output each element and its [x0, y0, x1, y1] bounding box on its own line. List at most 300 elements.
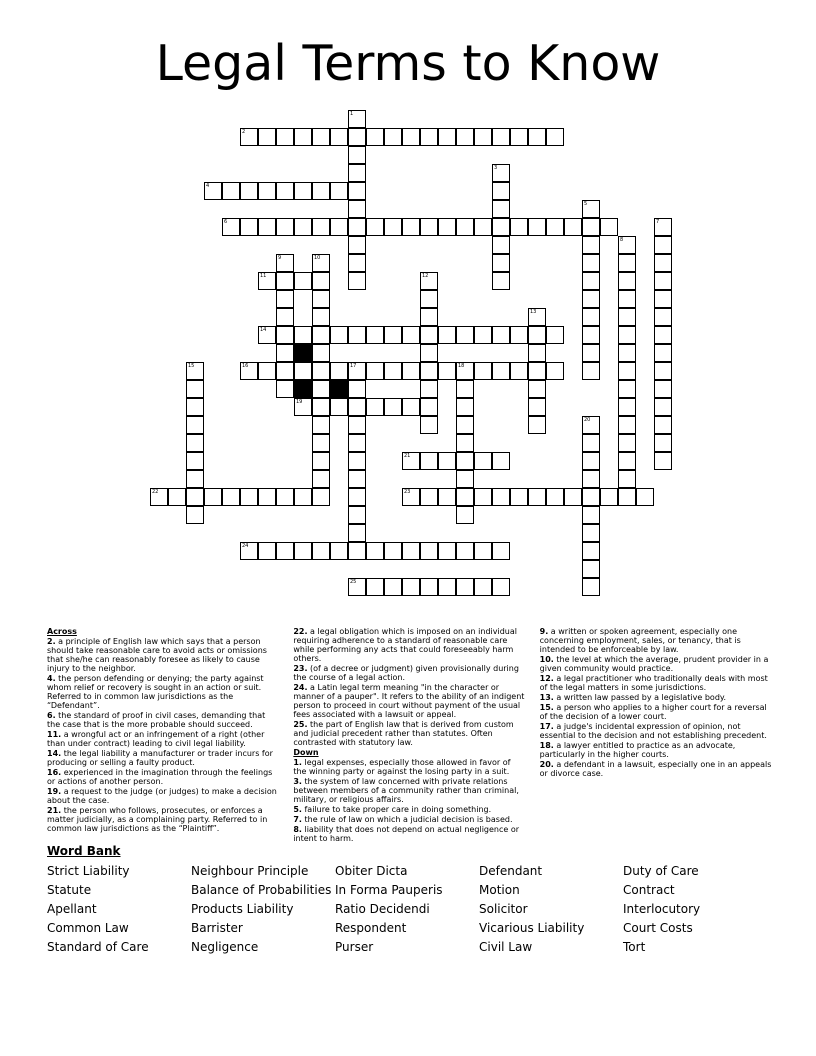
grid-cell[interactable]	[402, 326, 420, 344]
clue-number: 14	[260, 327, 267, 333]
grid-cell[interactable]	[330, 362, 348, 380]
grid-cell[interactable]	[474, 542, 492, 560]
grid-cell[interactable]	[258, 326, 276, 344]
grid-cell[interactable]	[492, 218, 510, 236]
grid-cell[interactable]	[402, 452, 420, 470]
grid-cell[interactable]	[240, 128, 258, 146]
grid-cell[interactable]	[348, 470, 366, 488]
page-title: Legal Terms to Know	[155, 35, 661, 92]
grid-cell[interactable]	[276, 488, 294, 506]
grid-cell[interactable]	[618, 488, 636, 506]
grid-cell[interactable]	[474, 488, 492, 506]
grid-cell[interactable]	[654, 218, 672, 236]
grid-cell[interactable]	[438, 326, 456, 344]
grid-cell[interactable]	[528, 308, 546, 326]
grid-cell[interactable]	[420, 416, 438, 434]
grid-cell[interactable]	[348, 488, 366, 506]
grid-cell[interactable]	[528, 416, 546, 434]
down-clue	[293, 825, 525, 843]
grid-cell[interactable]	[492, 362, 510, 380]
clue-text: a principle of English law which says that a person should take reasonable care to avoid acts or omissions that she/he can reasonably foresee as likely to cause injury to the neighbor.	[47, 637, 267, 673]
word-bank-item: Duty of Care	[623, 864, 699, 878]
grid-cell[interactable]	[456, 128, 474, 146]
grid-cell[interactable]	[330, 542, 348, 560]
grid-cell[interactable]	[402, 542, 420, 560]
grid-cell[interactable]	[186, 398, 204, 416]
grid-cell[interactable]	[456, 362, 474, 380]
grid-cell[interactable]	[546, 362, 564, 380]
grid-cell[interactable]	[420, 578, 438, 596]
grid-cell[interactable]	[204, 182, 222, 200]
clue-text: the person who follows, prosecutes, or enforces a matter judicially, as a complaining party. Referred to in common law jurisdictions as the “Plaintiff”.	[47, 806, 268, 833]
grid-cell[interactable]	[186, 434, 204, 452]
grid-cell[interactable]	[312, 308, 330, 326]
clue-number: 10	[314, 255, 321, 261]
grid-cell[interactable]	[582, 416, 600, 434]
grid-cell[interactable]	[384, 218, 402, 236]
grid-cell[interactable]	[330, 128, 348, 146]
grid-cell[interactable]	[492, 272, 510, 290]
grid-cell[interactable]	[510, 218, 528, 236]
grid-cell[interactable]	[366, 398, 384, 416]
grid-cell[interactable]	[492, 578, 510, 596]
grid-cell[interactable]	[150, 488, 168, 506]
grid-cell[interactable]	[222, 182, 240, 200]
grid-cell[interactable]	[474, 128, 492, 146]
grid-cell[interactable]	[348, 164, 366, 182]
grid-cell[interactable]	[294, 398, 312, 416]
grid-cell[interactable]	[240, 488, 258, 506]
grid-cell[interactable]	[438, 488, 456, 506]
grid-cell[interactable]	[294, 488, 312, 506]
grid-cell[interactable]	[294, 326, 312, 344]
grid-cell[interactable]	[420, 326, 438, 344]
clues-section	[47, 627, 772, 843]
grid-cell[interactable]	[636, 488, 654, 506]
clue-number: 9	[278, 255, 282, 261]
grid-cell[interactable]	[618, 290, 636, 308]
grid-cell[interactable]	[420, 362, 438, 380]
grid-cell[interactable]	[654, 398, 672, 416]
grid-cell[interactable]	[312, 272, 330, 290]
clue-heading: Down	[293, 748, 319, 757]
grid-cell[interactable]	[294, 128, 312, 146]
grid-cell[interactable]	[546, 326, 564, 344]
clue-text: a defendant in a lawsuit, especially one in an appeals or divorce case.	[539, 760, 772, 778]
grid-cell[interactable]	[294, 272, 312, 290]
grid-cell[interactable]	[510, 326, 528, 344]
grid-cell[interactable]	[564, 488, 582, 506]
clue-num: 24.	[293, 683, 308, 692]
clue-number: 11	[260, 273, 267, 279]
grid-cell[interactable]	[312, 218, 330, 236]
grid-cell[interactable]	[438, 218, 456, 236]
grid-cell[interactable]	[258, 128, 276, 146]
grid-cell[interactable]	[582, 506, 600, 524]
grid-cell[interactable]	[312, 254, 330, 272]
grid-cell[interactable]	[582, 488, 600, 506]
grid-cell[interactable]	[654, 290, 672, 308]
grid-cell[interactable]	[528, 380, 546, 398]
grid-cell[interactable]	[348, 452, 366, 470]
grid-cell[interactable]	[528, 128, 546, 146]
grid-cell[interactable]	[258, 362, 276, 380]
grid-cell[interactable]	[618, 380, 636, 398]
grid-cell[interactable]	[510, 488, 528, 506]
grid-cell[interactable]	[456, 578, 474, 596]
grid-cell[interactable]	[600, 218, 618, 236]
grid-cell[interactable]	[186, 506, 204, 524]
grid-cell[interactable]	[654, 416, 672, 434]
clue-text: legal expenses, especially those allowed in favor of the winning party or against the losing party in a suit.	[293, 758, 511, 776]
grid-cell[interactable]	[276, 362, 294, 380]
grid-cell[interactable]	[294, 362, 312, 380]
grid-cell[interactable]	[420, 344, 438, 362]
grid-cell[interactable]	[348, 128, 366, 146]
grid-cell[interactable]	[348, 146, 366, 164]
grid-cell[interactable]	[348, 200, 366, 218]
grid-cell[interactable]	[168, 488, 186, 506]
grid-cell[interactable]	[582, 236, 600, 254]
grid-cell[interactable]	[402, 218, 420, 236]
clue-num: 5.	[293, 805, 302, 814]
grid-cell[interactable]	[348, 218, 366, 236]
grid-cell[interactable]	[528, 488, 546, 506]
grid-cell[interactable]	[546, 128, 564, 146]
grid-cell[interactable]	[492, 488, 510, 506]
word-bank-item: Contract	[623, 883, 675, 897]
grid-cell[interactable]	[474, 452, 492, 470]
grid-cell[interactable]	[618, 308, 636, 326]
clues-column-2	[293, 627, 525, 843]
grid-cell[interactable]	[330, 218, 348, 236]
grid-cell[interactable]	[402, 398, 420, 416]
grid-cell[interactable]	[492, 182, 510, 200]
grid-cell[interactable]	[618, 470, 636, 488]
across-clue	[47, 674, 279, 710]
grid-cell[interactable]	[654, 272, 672, 290]
grid-cell[interactable]	[582, 560, 600, 578]
grid-cell[interactable]	[312, 290, 330, 308]
grid-cell[interactable]	[258, 542, 276, 560]
grid-cell[interactable]	[438, 578, 456, 596]
grid-cell[interactable]	[654, 236, 672, 254]
grid-cell[interactable]	[528, 398, 546, 416]
grid-cell[interactable]	[654, 452, 672, 470]
grid-cell[interactable]	[456, 380, 474, 398]
grid-cell[interactable]	[384, 578, 402, 596]
grid-cell[interactable]	[276, 326, 294, 344]
grid-cell[interactable]	[618, 416, 636, 434]
grid-cell[interactable]	[456, 470, 474, 488]
grid-cell[interactable]	[348, 380, 366, 398]
grid-cell[interactable]	[366, 542, 384, 560]
clue-text: a person who applies to a higher court for a reversal of the decision of a lower court.	[539, 703, 767, 721]
grid-cell[interactable]	[654, 380, 672, 398]
grid-cell[interactable]	[186, 470, 204, 488]
grid-cell[interactable]	[420, 308, 438, 326]
grid-cell[interactable]	[582, 470, 600, 488]
black-square	[294, 380, 312, 398]
grid-cell[interactable]	[438, 128, 456, 146]
down-clue	[293, 805, 525, 814]
grid-cell[interactable]	[258, 182, 276, 200]
grid-cell[interactable]	[384, 362, 402, 380]
grid-cell[interactable]	[312, 326, 330, 344]
grid-cell[interactable]	[312, 344, 330, 362]
clue-number: 4	[206, 183, 210, 189]
grid-cell[interactable]	[384, 326, 402, 344]
grid-cell[interactable]	[240, 542, 258, 560]
grid-cell[interactable]	[348, 416, 366, 434]
grid-cell[interactable]	[186, 380, 204, 398]
grid-cell[interactable]	[384, 128, 402, 146]
grid-cell[interactable]	[654, 308, 672, 326]
grid-cell[interactable]	[420, 290, 438, 308]
grid-cell[interactable]	[654, 326, 672, 344]
clue-text: a request to the judge (or judges) to make a decision about the case.	[47, 787, 277, 805]
down-clue	[293, 777, 525, 804]
clue-text: liability that does not depend on actual negligence or intent to harm.	[293, 825, 520, 843]
down-clue	[540, 655, 772, 673]
grid-cell[interactable]	[510, 362, 528, 380]
grid-cell[interactable]	[312, 434, 330, 452]
across-clue	[293, 683, 525, 719]
down-clue	[293, 815, 525, 824]
grid-cell[interactable]	[492, 164, 510, 182]
grid-cell[interactable]	[384, 542, 402, 560]
grid-cell[interactable]	[492, 452, 510, 470]
grid-cell[interactable]	[348, 182, 366, 200]
grid-cell[interactable]	[456, 326, 474, 344]
grid-cell[interactable]	[654, 254, 672, 272]
grid-cell[interactable]	[582, 218, 600, 236]
down-clue	[540, 674, 772, 692]
across-clue	[47, 711, 279, 729]
grid-cell[interactable]	[420, 398, 438, 416]
grid-cell[interactable]	[528, 326, 546, 344]
grid-cell[interactable]	[222, 488, 240, 506]
grid-cell[interactable]	[240, 182, 258, 200]
grid-cell[interactable]	[258, 272, 276, 290]
grid-cell[interactable]	[654, 434, 672, 452]
grid-cell[interactable]	[276, 380, 294, 398]
grid-cell[interactable]	[276, 542, 294, 560]
grid-cell[interactable]	[240, 218, 258, 236]
grid-cell[interactable]	[474, 218, 492, 236]
grid-cell[interactable]	[492, 542, 510, 560]
grid-cell[interactable]	[276, 254, 294, 272]
grid-cell[interactable]	[258, 488, 276, 506]
grid-cell[interactable]	[222, 218, 240, 236]
grid-cell[interactable]	[618, 344, 636, 362]
grid-cell[interactable]	[474, 578, 492, 596]
grid-cell[interactable]	[456, 542, 474, 560]
grid-cell[interactable]	[348, 578, 366, 596]
grid-cell[interactable]	[510, 128, 528, 146]
grid-cell[interactable]	[528, 218, 546, 236]
grid-cell[interactable]	[294, 218, 312, 236]
grid-cell[interactable]	[618, 452, 636, 470]
grid-cell[interactable]	[438, 452, 456, 470]
grid-cell[interactable]	[456, 506, 474, 524]
clue-number: 2	[242, 129, 246, 135]
grid-cell[interactable]	[582, 272, 600, 290]
grid-cell[interactable]	[438, 362, 456, 380]
grid-cell[interactable]	[420, 542, 438, 560]
word-bank-item: Interlocutory	[623, 902, 701, 916]
clue-number: 20	[584, 417, 591, 423]
grid-cell[interactable]	[348, 272, 366, 290]
grid-cell[interactable]	[582, 542, 600, 560]
grid-cell[interactable]	[348, 110, 366, 128]
grid-cell[interactable]	[312, 452, 330, 470]
grid-cell[interactable]	[618, 362, 636, 380]
grid-cell[interactable]	[402, 128, 420, 146]
grid-cell[interactable]	[312, 128, 330, 146]
grid-cell[interactable]	[582, 344, 600, 362]
grid-cell[interactable]	[366, 218, 384, 236]
grid-cell[interactable]	[582, 290, 600, 308]
grid-cell[interactable]	[546, 488, 564, 506]
grid-cell[interactable]	[276, 272, 294, 290]
grid-cell[interactable]	[654, 362, 672, 380]
grid-cell[interactable]	[618, 326, 636, 344]
grid-cell[interactable]	[582, 578, 600, 596]
grid-cell[interactable]	[186, 488, 204, 506]
grid-cell[interactable]	[276, 344, 294, 362]
grid-cell[interactable]	[492, 236, 510, 254]
clue-text: the system of law concerned with private relations between members of a community rather than criminal, military, or religious affairs.	[293, 777, 519, 804]
grid-cell[interactable]	[582, 254, 600, 272]
grid-cell[interactable]	[492, 200, 510, 218]
grid-cell[interactable]	[276, 308, 294, 326]
grid-cell[interactable]	[348, 254, 366, 272]
grid-cell[interactable]	[330, 182, 348, 200]
grid-cell[interactable]	[348, 362, 366, 380]
grid-cell[interactable]	[348, 506, 366, 524]
grid-cell[interactable]	[420, 452, 438, 470]
grid-cell[interactable]	[312, 380, 330, 398]
grid-cell[interactable]	[582, 434, 600, 452]
grid-cell[interactable]	[420, 218, 438, 236]
grid-cell[interactable]	[582, 452, 600, 470]
clue-number: 23	[404, 489, 411, 495]
grid-cell[interactable]	[492, 326, 510, 344]
clue-text: a lawyer entitled to practice as an advocate, particularly in the higher courts.	[539, 741, 736, 759]
grid-cell[interactable]	[456, 398, 474, 416]
grid-cell[interactable]	[312, 416, 330, 434]
grid-cell[interactable]	[618, 254, 636, 272]
grid-cell[interactable]	[456, 434, 474, 452]
grid-cell[interactable]	[186, 452, 204, 470]
grid-cell[interactable]	[582, 326, 600, 344]
grid-cell[interactable]	[456, 488, 474, 506]
grid-cell[interactable]	[348, 326, 366, 344]
grid-cell[interactable]	[312, 398, 330, 416]
grid-cell[interactable]	[474, 362, 492, 380]
grid-cell[interactable]	[186, 362, 204, 380]
grid-cell[interactable]	[312, 470, 330, 488]
word-bank-item: Common Law	[47, 921, 129, 935]
grid-cell[interactable]	[528, 362, 546, 380]
grid-cell[interactable]	[618, 398, 636, 416]
grid-cell[interactable]	[312, 488, 330, 506]
grid-cell[interactable]	[366, 128, 384, 146]
grid-cell[interactable]	[402, 362, 420, 380]
clue-text: the level at which the average, prudent provider in a given community would practice.	[539, 655, 769, 673]
grid-cell[interactable]	[348, 542, 366, 560]
grid-cell[interactable]	[420, 272, 438, 290]
grid-cell[interactable]	[276, 128, 294, 146]
word-bank-item: Purser	[335, 940, 374, 954]
clue-num: 17.	[539, 722, 554, 731]
grid-cell[interactable]	[438, 542, 456, 560]
grid-cell[interactable]	[366, 326, 384, 344]
grid-cell[interactable]	[402, 488, 420, 506]
grid-cell[interactable]	[582, 200, 600, 218]
grid-cell[interactable]	[186, 416, 204, 434]
grid-cell[interactable]	[276, 218, 294, 236]
grid-cell[interactable]	[312, 362, 330, 380]
grid-cell[interactable]	[582, 362, 600, 380]
grid-cell[interactable]	[474, 326, 492, 344]
grid-cell[interactable]	[402, 578, 420, 596]
word-bank-item: Vicarious Liability	[479, 921, 585, 935]
grid-cell[interactable]	[312, 542, 330, 560]
grid-cell[interactable]	[348, 434, 366, 452]
grid-cell[interactable]	[240, 362, 258, 380]
grid-cell[interactable]	[600, 488, 618, 506]
grid-cell[interactable]	[618, 236, 636, 254]
grid-cell[interactable]	[348, 398, 366, 416]
grid-cell[interactable]	[492, 254, 510, 272]
grid-cell[interactable]	[348, 524, 366, 542]
down-clue	[540, 627, 772, 654]
grid-cell[interactable]	[582, 524, 600, 542]
grid-cell[interactable]	[330, 326, 348, 344]
grid-cell[interactable]	[456, 218, 474, 236]
grid-cell[interactable]	[420, 380, 438, 398]
grid-cell[interactable]	[276, 182, 294, 200]
grid-cell[interactable]	[528, 344, 546, 362]
clue-num: 2.	[47, 637, 56, 646]
grid-cell[interactable]	[456, 416, 474, 434]
grid-cell[interactable]	[456, 452, 474, 470]
grid-cell[interactable]	[366, 578, 384, 596]
grid-cell[interactable]	[276, 290, 294, 308]
grid-cell[interactable]	[420, 128, 438, 146]
grid-cell[interactable]	[564, 218, 582, 236]
grid-cell[interactable]	[618, 272, 636, 290]
grid-cell[interactable]	[618, 434, 636, 452]
grid-cell[interactable]	[546, 218, 564, 236]
grid-cell[interactable]	[348, 236, 366, 254]
grid-cell[interactable]	[294, 182, 312, 200]
grid-cell[interactable]	[420, 488, 438, 506]
grid-cell[interactable]	[384, 398, 402, 416]
grid-cell[interactable]	[312, 182, 330, 200]
grid-cell[interactable]	[330, 398, 348, 416]
grid-cell[interactable]	[294, 542, 312, 560]
grid-cell[interactable]	[654, 344, 672, 362]
grid-cell[interactable]	[366, 362, 384, 380]
grid-cell[interactable]	[582, 308, 600, 326]
grid-cell[interactable]	[204, 488, 222, 506]
grid-cell[interactable]	[492, 128, 510, 146]
clue-num: 10.	[539, 655, 554, 664]
grid-cell[interactable]	[258, 218, 276, 236]
